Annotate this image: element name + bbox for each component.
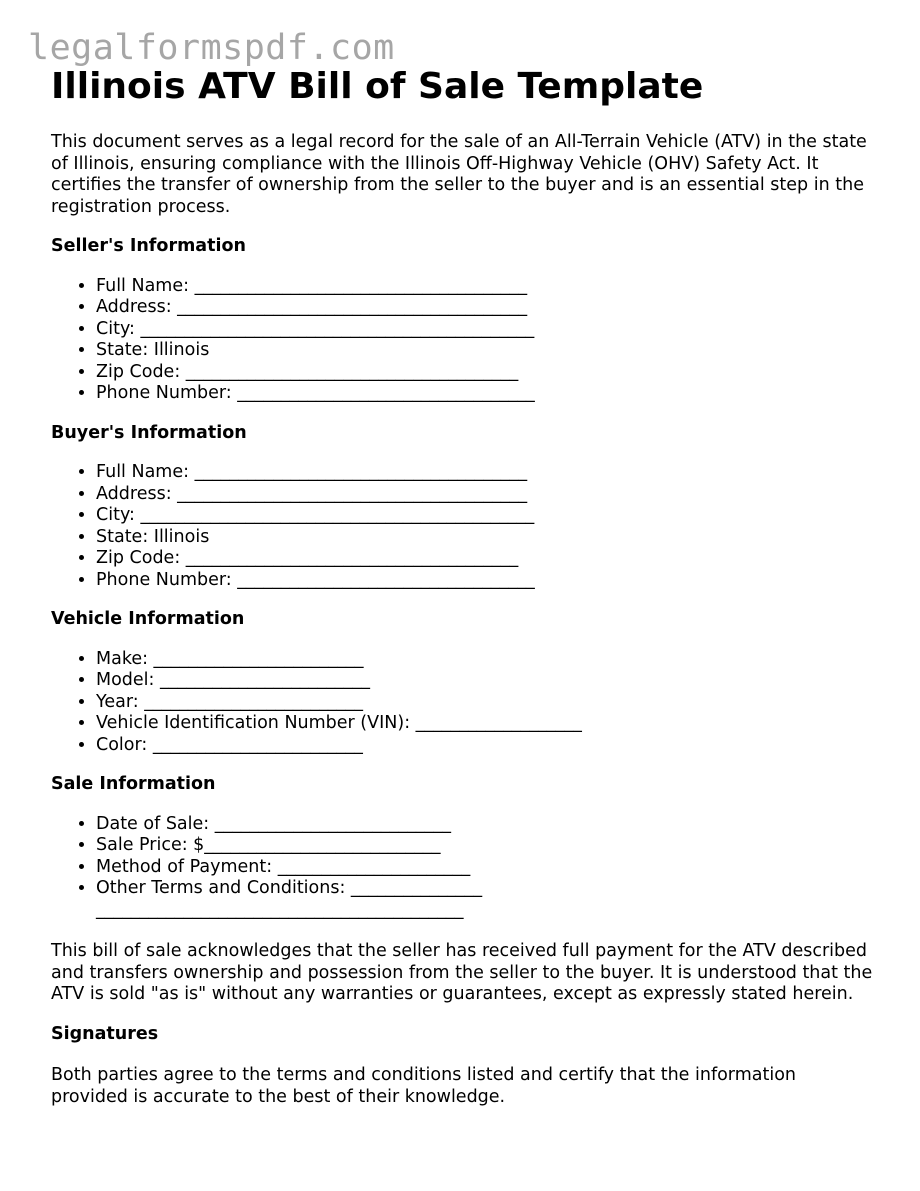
sale-date-field[interactable]: • Date of Sale: ___________________________: [96, 814, 876, 836]
sale-other-terms-field[interactable]: • Other Terms and Conditions: _______________ __________________________________________: [96, 878, 516, 921]
seller-phone-field[interactable]: • Phone Number: __________________________________: [96, 383, 876, 405]
buyer-phone-field[interactable]: • Phone Number: __________________________________: [96, 570, 876, 592]
seller-state-field: • State: Illinois: [96, 340, 876, 362]
buyer-address-field[interactable]: • Address: ________________________________________: [96, 484, 876, 506]
document-body: [51, 64, 876, 1108]
vehicle-field-list: [51, 649, 876, 757]
seller-address-field[interactable]: • Address: ________________________________________: [96, 297, 876, 319]
buyer-full-name-field[interactable]: • Full Name: ______________________________________: [96, 462, 876, 484]
acknowledgement-paragraph: This bill of sale acknowledges that the seller has received full payment for the ATV described and transfers ownership and possession from the seller to the buyer. It is understood that the ATV is sold "as is" without any warranties or guarantees, except as expressly stated herein.: [51, 941, 873, 1004]
vehicle-vin-field[interactable]: • Vehicle Identification Number (VIN): ___________________: [96, 713, 876, 735]
sale-price-field[interactable]: • Sale Price: $___________________________: [96, 835, 876, 857]
vehicle-make-field[interactable]: • Make: ________________________: [96, 649, 876, 671]
sale-section-heading: Sale Information: [51, 774, 216, 794]
sale-field-list: [51, 814, 876, 922]
vehicle-year-field[interactable]: • Year: _________________________: [96, 692, 876, 714]
vehicle-model-field[interactable]: • Model: ________________________: [96, 670, 876, 692]
signatures-section-heading: Signatures: [51, 1023, 159, 1044]
sale-payment-method-field[interactable]: • Method of Payment: ______________________: [96, 857, 876, 879]
seller-zip-field[interactable]: • Zip Code: ______________________________________: [96, 362, 876, 384]
vehicle-color-field[interactable]: • Color: ________________________: [96, 735, 876, 757]
buyer-zip-field[interactable]: • Zip Code: ______________________________________: [96, 548, 876, 570]
buyer-field-list: [51, 462, 876, 591]
buyer-state-field: • State: Illinois: [96, 527, 876, 549]
intro-paragraph: This document serves as a legal record for the sale of an All-Terrain Vehicle (ATV) in the state of Illinois, ensuring compliance with the Illinois Off-Highway Vehicle (OHV) Safety Act. It certifies the transfer of ownership from the seller to the buyer and is an essential step in the registration process.: [51, 132, 867, 217]
buyer-city-field[interactable]: • City: _____________________________________________: [96, 505, 876, 527]
vehicle-section-heading: Vehicle Information: [51, 609, 245, 629]
page-title: Illinois ATV Bill of Sale Template: [51, 66, 704, 107]
seller-field-list: [51, 276, 876, 405]
buyer-section-heading: Buyer's Information: [51, 422, 247, 443]
signatures-paragraph: Both parties agree to the terms and conditions listed and certify that the information provided is accurate to the best of their knowledge.: [51, 1065, 796, 1107]
seller-section-heading: Seller's Information: [51, 236, 246, 256]
seller-city-field[interactable]: • City: _____________________________________________: [96, 319, 876, 341]
seller-full-name-field[interactable]: • Full Name: ______________________________________: [96, 276, 876, 298]
watermark-logo: legalformspdf.com: [28, 28, 395, 68]
